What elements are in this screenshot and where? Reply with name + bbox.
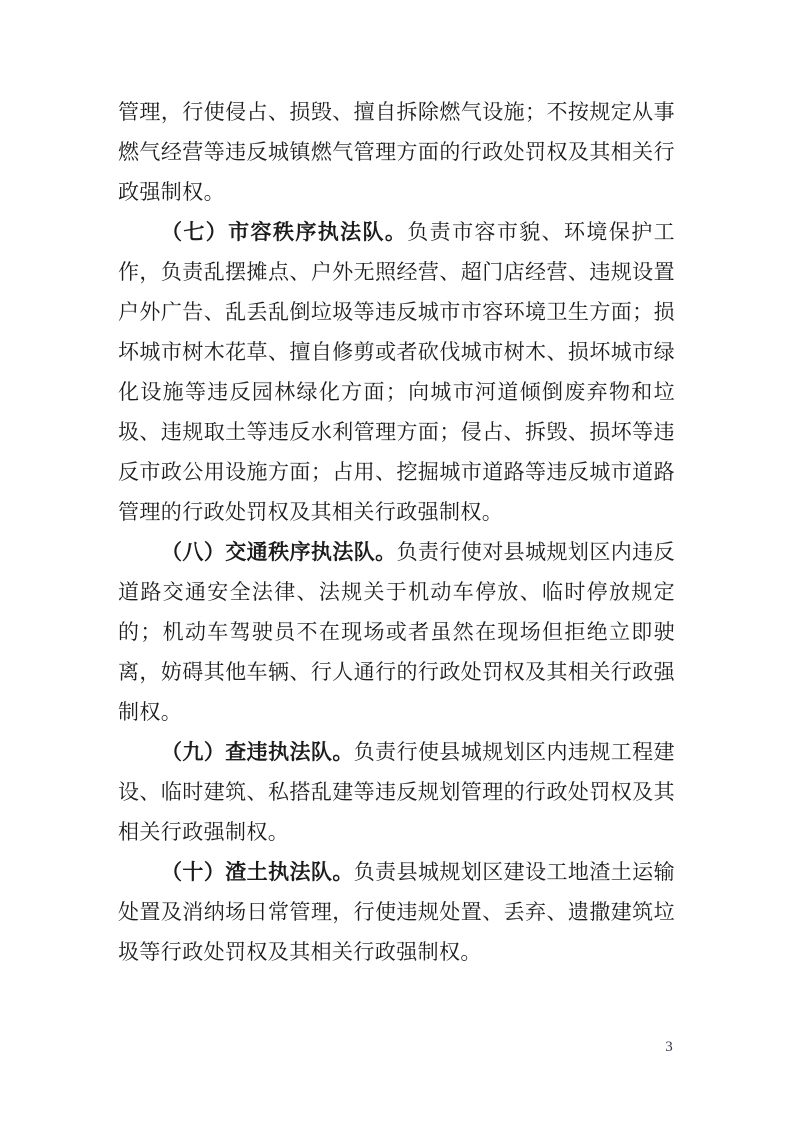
paragraph-section-10	[118, 852, 675, 972]
section-heading: （八）交通秩序执法队。	[161, 540, 397, 564]
paragraph-text: 负责市容市貌、环境保护工作，负责乱摆摊点、户外无照经营、超门店经营、违规设置户外广告、乱丢乱倒垃圾等违反城市市容环境卫生方面；损坏城市树木花草、擅自修剪或者砍伐城市树木、损坏城市绿化设施等违反园林绿化方面；向城市河道倾倒废弃物和垃圾、违规取土等违反水利管理方面；侵占、拆毁、损坏等违反市政公用设施方面；占用、挖掘城市道路等违反城市道路管理的行政处罚权及其相关行政强制权。	[118, 220, 675, 524]
section-heading: （七）市容秩序执法队。	[161, 220, 408, 244]
paragraph-text: 管理，行使侵占、损毁、擅自拆除燃气设施；不按规定从事燃气经营等违反城镇燃气管理方面的行政处罚权及其相关行政强制权。	[118, 100, 675, 204]
document-body	[118, 92, 675, 972]
paragraph-text: 负责行使对县城规划区内违反道路交通安全法律、法规关于机动车停放、临时停放规定的；机动车驾驶员不在现场或者虽然在现场但拒绝立即驶离，妨碍其他车辆、行人通行的行政处罚权及其相关行政强制权。	[118, 540, 675, 724]
paragraph-text: 负责县城规划区建设工地渣土运输处置及消纳场日常管理，行使违规处置、丢弃、遗撒建筑垃圾等行政处罚权及其相关行政强制权。	[118, 860, 676, 964]
page-number: 3	[665, 1039, 673, 1055]
paragraph-text: 负责行使县城规划区内违规工程建设、临时建筑、私搭乱建等违反规划管理的行政处罚权及其相关行政强制权。	[118, 740, 676, 844]
paragraph-section-9	[118, 732, 675, 852]
section-heading: （九）查违执法队。	[161, 740, 354, 764]
section-heading: （十）渣土执法队。	[161, 860, 354, 884]
paragraph-section-8	[118, 532, 675, 732]
paragraph-continuation	[118, 92, 675, 212]
paragraph-section-7	[118, 212, 675, 532]
